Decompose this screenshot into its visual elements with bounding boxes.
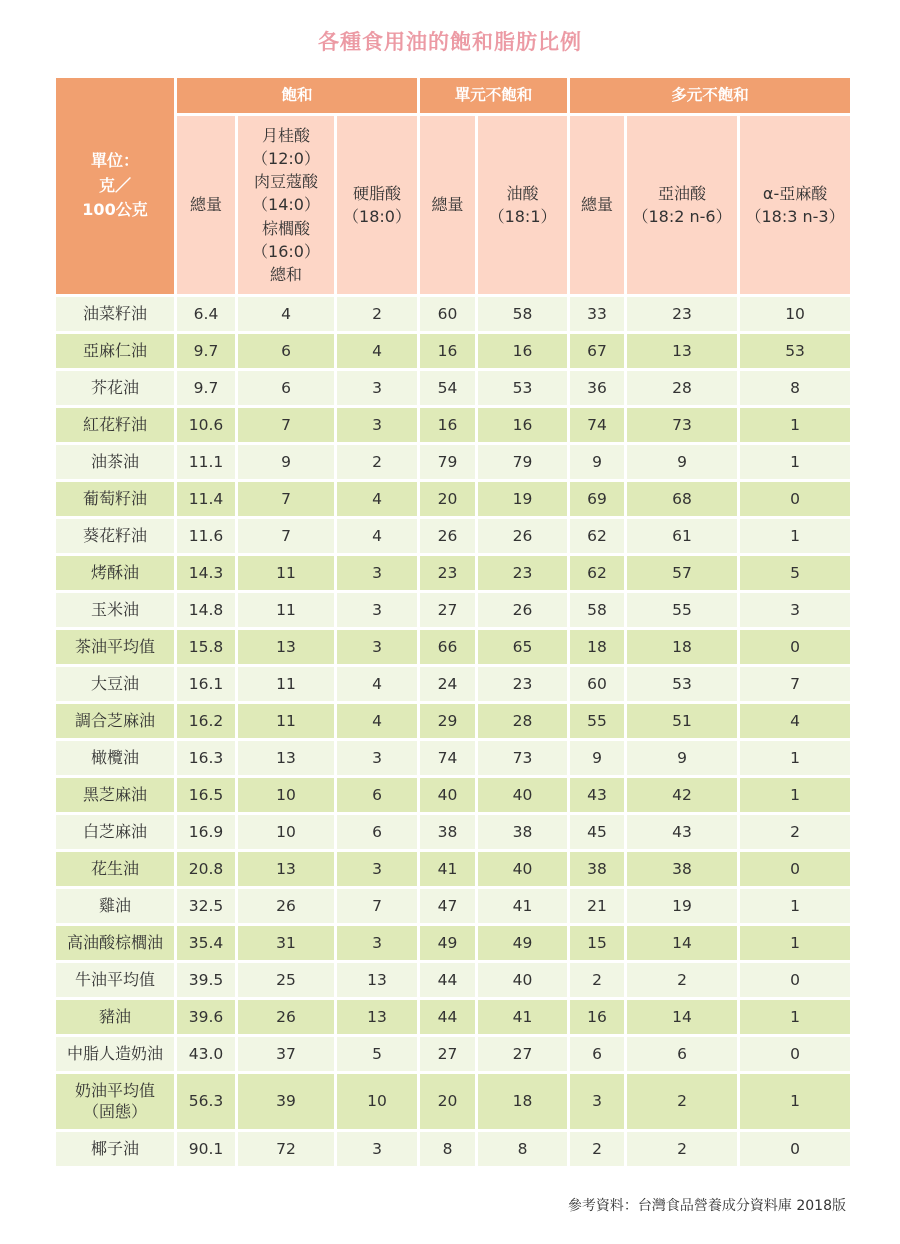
value-cell: 43 <box>570 778 624 812</box>
oil-name-cell: 奶油平均值 （固態） <box>56 1074 174 1129</box>
value-cell: 58 <box>570 593 624 627</box>
value-cell: 1 <box>740 889 850 923</box>
value-cell: 39 <box>238 1074 334 1129</box>
table-row <box>56 1037 850 1071</box>
value-cell: 2 <box>570 963 624 997</box>
value-cell: 62 <box>570 556 624 590</box>
oil-name-cell: 茶油平均值 <box>56 630 174 664</box>
value-cell: 58 <box>478 297 567 331</box>
table-row <box>56 926 850 960</box>
group-monounsaturated: 單元不飽和 <box>420 78 567 113</box>
table-row <box>56 667 850 701</box>
table-row <box>56 852 850 886</box>
table-body <box>56 297 850 1166</box>
value-cell: 38 <box>627 852 737 886</box>
value-cell: 73 <box>627 408 737 442</box>
value-cell: 4 <box>238 297 334 331</box>
value-cell: 26 <box>238 889 334 923</box>
value-cell: 7 <box>740 667 850 701</box>
value-cell: 4 <box>337 704 417 738</box>
value-cell: 24 <box>420 667 475 701</box>
value-cell: 47 <box>420 889 475 923</box>
value-cell: 37 <box>238 1037 334 1071</box>
value-cell: 53 <box>478 371 567 405</box>
value-cell: 2 <box>337 297 417 331</box>
table-row <box>56 1074 850 1129</box>
value-cell: 10 <box>740 297 850 331</box>
value-cell: 9.7 <box>177 371 235 405</box>
value-cell: 19 <box>478 482 567 516</box>
value-cell: 3 <box>337 408 417 442</box>
oil-name-cell: 雞油 <box>56 889 174 923</box>
value-cell: 9 <box>570 741 624 775</box>
value-cell: 9.7 <box>177 334 235 368</box>
table-row <box>56 630 850 664</box>
value-cell: 16 <box>478 408 567 442</box>
value-cell: 49 <box>420 926 475 960</box>
oil-name-cell: 調合芝麻油 <box>56 704 174 738</box>
value-cell: 0 <box>740 1037 850 1071</box>
value-cell: 16 <box>570 1000 624 1034</box>
value-cell: 66 <box>420 630 475 664</box>
value-cell: 6.4 <box>177 297 235 331</box>
value-cell: 15.8 <box>177 630 235 664</box>
value-cell: 1 <box>740 741 850 775</box>
value-cell: 53 <box>740 334 850 368</box>
value-cell: 31 <box>238 926 334 960</box>
value-cell: 32.5 <box>177 889 235 923</box>
poly-linoleic-header: 亞油酸 （18:2 n-6） <box>627 116 737 294</box>
value-cell: 23 <box>478 556 567 590</box>
value-cell: 16.3 <box>177 741 235 775</box>
value-cell: 20 <box>420 1074 475 1129</box>
value-cell: 7 <box>238 519 334 553</box>
value-cell: 51 <box>627 704 737 738</box>
value-cell: 11.4 <box>177 482 235 516</box>
group-polyunsaturated: 多元不飽和 <box>570 78 850 113</box>
poly-total-header: 總量 <box>570 116 624 294</box>
value-cell: 16.9 <box>177 815 235 849</box>
value-cell: 6 <box>238 371 334 405</box>
value-cell: 3 <box>337 556 417 590</box>
table-row <box>56 1000 850 1034</box>
value-cell: 69 <box>570 482 624 516</box>
fat-ratio-table <box>53 75 853 1169</box>
value-cell: 49 <box>478 926 567 960</box>
value-cell: 27 <box>420 593 475 627</box>
value-cell: 6 <box>238 334 334 368</box>
value-cell: 38 <box>570 852 624 886</box>
oil-name-cell: 紅花籽油 <box>56 408 174 442</box>
table-row <box>56 297 850 331</box>
value-cell: 43.0 <box>177 1037 235 1071</box>
value-cell: 16 <box>478 334 567 368</box>
value-cell: 44 <box>420 963 475 997</box>
value-cell: 13 <box>238 852 334 886</box>
table-row <box>56 778 850 812</box>
page-title: 各種食用油的飽和脂肪比例 <box>318 30 582 54</box>
value-cell: 61 <box>627 519 737 553</box>
value-cell: 1 <box>740 1074 850 1129</box>
value-cell: 23 <box>627 297 737 331</box>
value-cell: 42 <box>627 778 737 812</box>
value-cell: 2 <box>337 445 417 479</box>
table-row <box>56 445 850 479</box>
table-row <box>56 593 850 627</box>
value-cell: 2 <box>740 815 850 849</box>
value-cell: 55 <box>627 593 737 627</box>
value-cell: 33 <box>570 297 624 331</box>
value-cell: 26 <box>478 519 567 553</box>
value-cell: 38 <box>478 815 567 849</box>
value-cell: 14.3 <box>177 556 235 590</box>
table-row <box>56 408 850 442</box>
value-cell: 57 <box>627 556 737 590</box>
value-cell: 56.3 <box>177 1074 235 1129</box>
value-cell: 36 <box>570 371 624 405</box>
value-cell: 2 <box>570 1132 624 1166</box>
value-cell: 35.4 <box>177 926 235 960</box>
value-cell: 60 <box>420 297 475 331</box>
value-cell: 0 <box>740 482 850 516</box>
mono-oleic-header: 油酸 （18:1） <box>478 116 567 294</box>
oil-name-cell: 牛油平均值 <box>56 963 174 997</box>
value-cell: 7 <box>238 482 334 516</box>
value-cell: 72 <box>238 1132 334 1166</box>
value-cell: 4 <box>337 334 417 368</box>
value-cell: 43 <box>627 815 737 849</box>
value-cell: 10.6 <box>177 408 235 442</box>
value-cell: 3 <box>337 371 417 405</box>
value-cell: 27 <box>420 1037 475 1071</box>
value-cell: 6 <box>337 778 417 812</box>
value-cell: 0 <box>740 852 850 886</box>
value-cell: 13 <box>337 1000 417 1034</box>
value-cell: 41 <box>420 852 475 886</box>
value-cell: 65 <box>478 630 567 664</box>
value-cell: 19 <box>627 889 737 923</box>
value-cell: 28 <box>478 704 567 738</box>
table-row <box>56 815 850 849</box>
oil-name-cell: 花生油 <box>56 852 174 886</box>
value-cell: 26 <box>238 1000 334 1034</box>
value-cell: 16.1 <box>177 667 235 701</box>
table-row <box>56 963 850 997</box>
value-cell: 15 <box>570 926 624 960</box>
value-cell: 41 <box>478 1000 567 1034</box>
value-cell: 39.6 <box>177 1000 235 1034</box>
table-row <box>56 482 850 516</box>
value-cell: 20.8 <box>177 852 235 886</box>
value-cell: 16 <box>420 408 475 442</box>
value-cell: 55 <box>570 704 624 738</box>
value-cell: 13 <box>627 334 737 368</box>
oil-name-cell: 油茶油 <box>56 445 174 479</box>
value-cell: 18 <box>627 630 737 664</box>
unit-header: 單位： 克／ 100公克 <box>56 78 174 294</box>
value-cell: 10 <box>337 1074 417 1129</box>
value-cell: 1 <box>740 926 850 960</box>
value-cell: 3 <box>337 630 417 664</box>
value-cell: 2 <box>627 1074 737 1129</box>
value-cell: 4 <box>740 704 850 738</box>
table-row <box>56 556 850 590</box>
value-cell: 23 <box>420 556 475 590</box>
value-cell: 11 <box>238 593 334 627</box>
value-cell: 79 <box>478 445 567 479</box>
oil-name-cell: 高油酸棕櫚油 <box>56 926 174 960</box>
value-cell: 14 <box>627 926 737 960</box>
value-cell: 45 <box>570 815 624 849</box>
poly-alpha-linolenic-header: α-亞麻酸 （18:3 n-3） <box>740 116 850 294</box>
value-cell: 67 <box>570 334 624 368</box>
value-cell: 41 <box>478 889 567 923</box>
value-cell: 9 <box>627 445 737 479</box>
value-cell: 3 <box>337 593 417 627</box>
value-cell: 26 <box>420 519 475 553</box>
value-cell: 11 <box>238 556 334 590</box>
oil-name-cell: 椰子油 <box>56 1132 174 1166</box>
value-cell: 5 <box>337 1037 417 1071</box>
value-cell: 18 <box>478 1074 567 1129</box>
sat-total-header: 總量 <box>177 116 235 294</box>
source-note: 參考資料：台灣食品營養成分資料庫 2018版 <box>567 1198 846 1214</box>
value-cell: 74 <box>570 408 624 442</box>
table-row <box>56 889 850 923</box>
value-cell: 3 <box>337 1132 417 1166</box>
value-cell: 1 <box>740 519 850 553</box>
table-row <box>56 371 850 405</box>
value-cell: 4 <box>337 519 417 553</box>
value-cell: 3 <box>570 1074 624 1129</box>
value-cell: 3 <box>337 852 417 886</box>
group-saturated: 飽和 <box>177 78 417 113</box>
value-cell: 1 <box>740 1000 850 1034</box>
oil-name-cell: 烤酥油 <box>56 556 174 590</box>
value-cell: 10 <box>238 815 334 849</box>
value-cell: 0 <box>740 963 850 997</box>
value-cell: 0 <box>740 1132 850 1166</box>
value-cell: 28 <box>627 371 737 405</box>
value-cell: 14.8 <box>177 593 235 627</box>
value-cell: 8 <box>740 371 850 405</box>
value-cell: 16 <box>420 334 475 368</box>
oil-name-cell: 黑芝麻油 <box>56 778 174 812</box>
sat-lauric-header: 月桂酸 （12:0） 肉豆蔻酸 （14:0） 棕櫚酸 （16:0） 總和 <box>238 116 334 294</box>
value-cell: 13 <box>238 630 334 664</box>
value-cell: 9 <box>238 445 334 479</box>
value-cell: 6 <box>337 815 417 849</box>
value-cell: 40 <box>478 963 567 997</box>
value-cell: 53 <box>627 667 737 701</box>
value-cell: 40 <box>420 778 475 812</box>
value-cell: 38 <box>420 815 475 849</box>
value-cell: 4 <box>337 482 417 516</box>
value-cell: 40 <box>478 778 567 812</box>
value-cell: 10 <box>238 778 334 812</box>
value-cell: 27 <box>478 1037 567 1071</box>
value-cell: 25 <box>238 963 334 997</box>
value-cell: 40 <box>478 852 567 886</box>
value-cell: 2 <box>627 1132 737 1166</box>
value-cell: 11.1 <box>177 445 235 479</box>
value-cell: 21 <box>570 889 624 923</box>
value-cell: 3 <box>337 926 417 960</box>
mono-total-header: 總量 <box>420 116 475 294</box>
value-cell: 16.5 <box>177 778 235 812</box>
value-cell: 74 <box>420 741 475 775</box>
oil-name-cell: 葡萄籽油 <box>56 482 174 516</box>
value-cell: 54 <box>420 371 475 405</box>
value-cell: 26 <box>478 593 567 627</box>
value-cell: 16.2 <box>177 704 235 738</box>
value-cell: 4 <box>337 667 417 701</box>
value-cell: 13 <box>238 741 334 775</box>
value-cell: 6 <box>627 1037 737 1071</box>
table-row <box>56 519 850 553</box>
table-row <box>56 741 850 775</box>
value-cell: 29 <box>420 704 475 738</box>
value-cell: 2 <box>627 963 737 997</box>
oil-name-cell: 大豆油 <box>56 667 174 701</box>
table-row <box>56 704 850 738</box>
value-cell: 7 <box>337 889 417 923</box>
value-cell: 11.6 <box>177 519 235 553</box>
value-cell: 8 <box>478 1132 567 1166</box>
value-cell: 0 <box>740 630 850 664</box>
oil-name-cell: 油菜籽油 <box>56 297 174 331</box>
value-cell: 13 <box>337 963 417 997</box>
oil-name-cell: 中脂人造奶油 <box>56 1037 174 1071</box>
value-cell: 11 <box>238 704 334 738</box>
value-cell: 14 <box>627 1000 737 1034</box>
oil-name-cell: 芥花油 <box>56 371 174 405</box>
oil-name-cell: 白芝麻油 <box>56 815 174 849</box>
value-cell: 7 <box>238 408 334 442</box>
value-cell: 1 <box>740 445 850 479</box>
value-cell: 44 <box>420 1000 475 1034</box>
value-cell: 20 <box>420 482 475 516</box>
oil-name-cell: 葵花籽油 <box>56 519 174 553</box>
value-cell: 1 <box>740 778 850 812</box>
sat-stearic-header: 硬脂酸 （18:0） <box>337 116 417 294</box>
value-cell: 23 <box>478 667 567 701</box>
oil-name-cell: 亞麻仁油 <box>56 334 174 368</box>
value-cell: 3 <box>337 741 417 775</box>
value-cell: 18 <box>570 630 624 664</box>
table-row <box>56 334 850 368</box>
value-cell: 9 <box>627 741 737 775</box>
value-cell: 11 <box>238 667 334 701</box>
value-cell: 3 <box>740 593 850 627</box>
value-cell: 62 <box>570 519 624 553</box>
value-cell: 68 <box>627 482 737 516</box>
value-cell: 8 <box>420 1132 475 1166</box>
value-cell: 1 <box>740 408 850 442</box>
value-cell: 90.1 <box>177 1132 235 1166</box>
value-cell: 9 <box>570 445 624 479</box>
value-cell: 6 <box>570 1037 624 1071</box>
value-cell: 79 <box>420 445 475 479</box>
value-cell: 73 <box>478 741 567 775</box>
oil-name-cell: 橄欖油 <box>56 741 174 775</box>
value-cell: 39.5 <box>177 963 235 997</box>
oil-name-cell: 玉米油 <box>56 593 174 627</box>
value-cell: 60 <box>570 667 624 701</box>
table-row <box>56 1132 850 1166</box>
value-cell: 5 <box>740 556 850 590</box>
oil-name-cell: 豬油 <box>56 1000 174 1034</box>
